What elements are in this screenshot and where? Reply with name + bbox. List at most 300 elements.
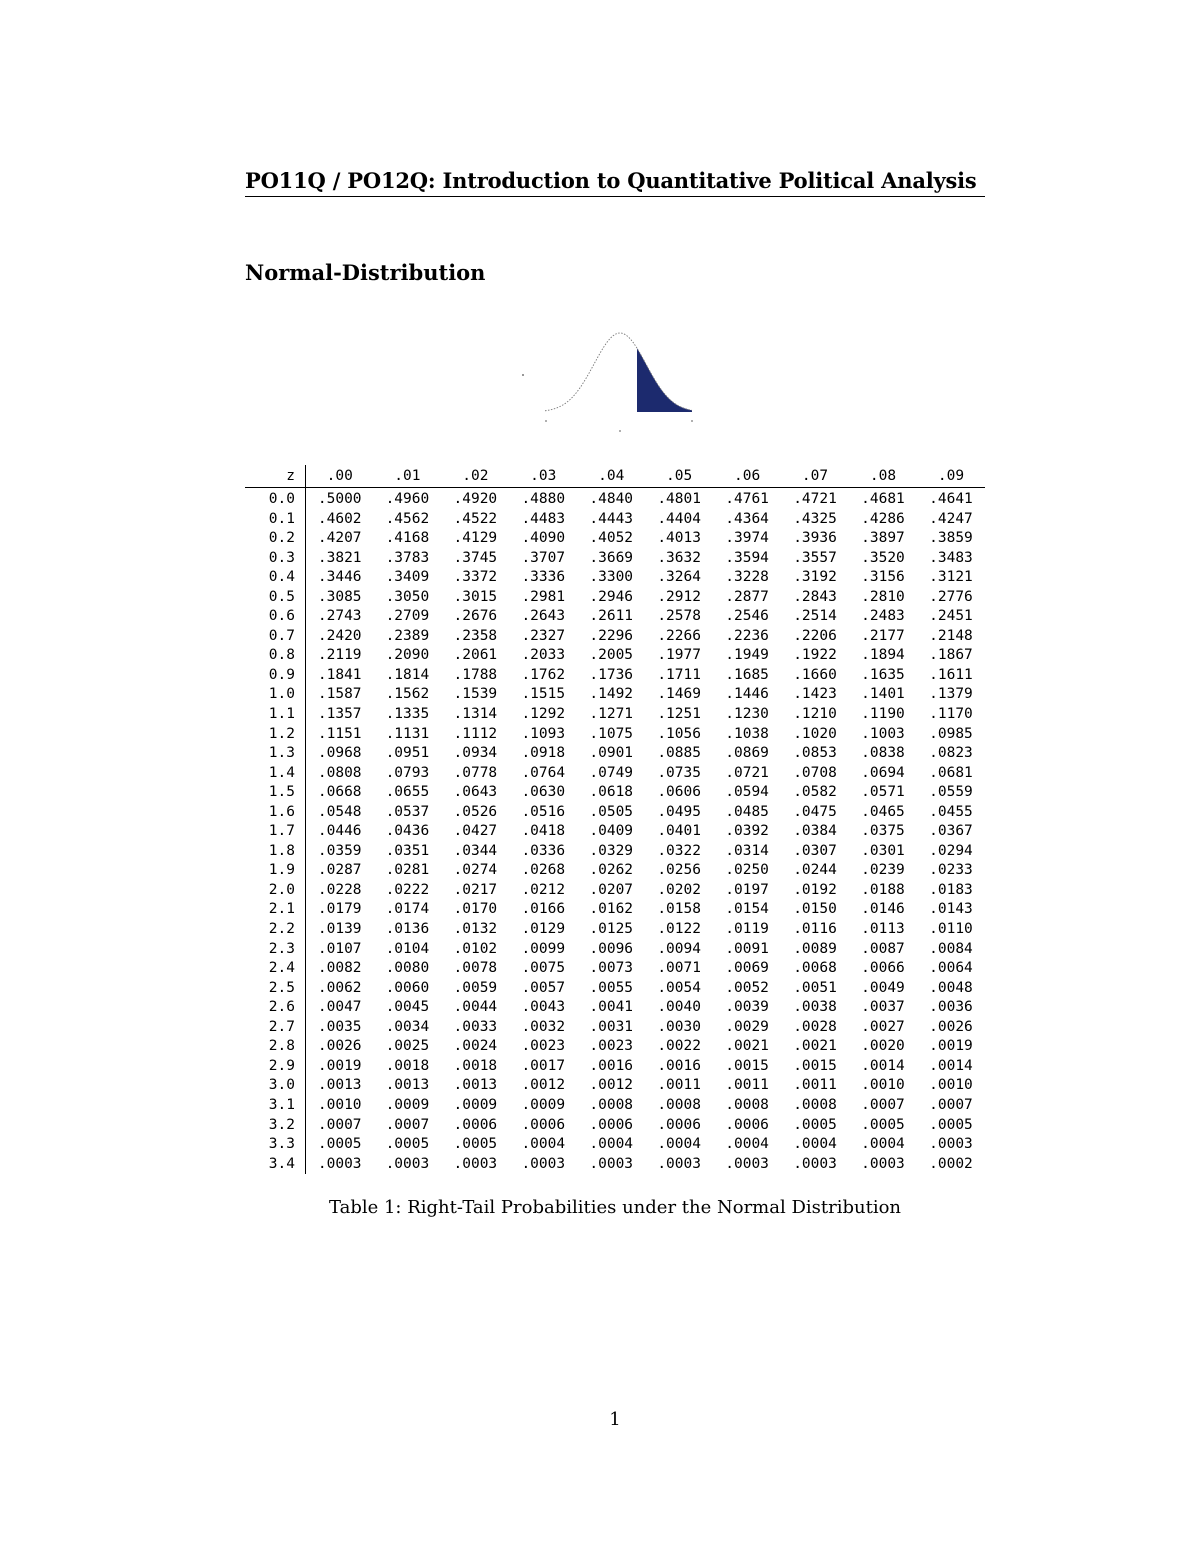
probability-cell: .3050 — [385, 588, 430, 605]
probability-cell: .0129 — [521, 921, 566, 938]
probability-cell: .1922 — [793, 647, 837, 664]
probability-cell: .0007 — [861, 1096, 905, 1113]
z-value-cell: 1.6 — [245, 803, 306, 823]
probability-cell: .1170 — [929, 706, 973, 723]
probability-cell: .4840 — [589, 491, 634, 507]
probability-cell: .2578 — [657, 608, 701, 625]
probability-cell: .2148 — [929, 627, 973, 644]
z-value-cell: 2.8 — [245, 1037, 306, 1057]
probability-cell: .0446 — [317, 823, 362, 840]
table-row — [245, 1076, 985, 1096]
probability-cell: .0012 — [521, 1077, 566, 1094]
probability-cell: .0655 — [385, 784, 430, 801]
probability-cell: .0094 — [657, 940, 701, 957]
probability-cell: .0113 — [861, 921, 905, 938]
probability-cell: .2810 — [861, 588, 905, 605]
probability-cell: .0005 — [793, 1116, 837, 1133]
probability-cell: .3897 — [861, 530, 905, 547]
probability-cell: .0007 — [929, 1096, 973, 1113]
table-row — [245, 1037, 985, 1057]
probability-cell: .0116 — [793, 921, 837, 938]
probability-cell: .0004 — [589, 1136, 634, 1153]
probability-cell: .0078 — [453, 960, 498, 977]
probability-cell: .0301 — [861, 842, 905, 859]
probability-cell: .0170 — [453, 901, 498, 918]
probability-cell: .0009 — [521, 1096, 566, 1113]
z-value-cell: 1.5 — [245, 783, 306, 803]
probability-cell: .4721 — [793, 491, 837, 507]
probability-cell: .4247 — [929, 510, 973, 527]
z-value-cell: 2.6 — [245, 998, 306, 1018]
probability-cell: .0020 — [861, 1038, 905, 1055]
z-value-cell: 1.9 — [245, 861, 306, 881]
probability-cell: .0006 — [725, 1116, 769, 1133]
probability-cell: .0016 — [657, 1057, 701, 1074]
probability-cell: .0091 — [725, 940, 769, 957]
probability-cell: .0003 — [657, 1155, 701, 1172]
probability-cell: .0150 — [793, 901, 837, 918]
probability-cell: .2090 — [385, 647, 430, 664]
probability-cell: .0228 — [317, 881, 362, 898]
probability-cell: .2236 — [725, 627, 769, 644]
probability-cell: .0062 — [317, 979, 362, 996]
axis-tick-mark — [691, 420, 693, 422]
probability-cell: .0039 — [725, 999, 769, 1016]
z-value-cell: 2.7 — [245, 1018, 306, 1038]
probability-cell: .2946 — [589, 588, 634, 605]
probability-cell: .0055 — [589, 979, 634, 996]
probability-cell: .3783 — [385, 549, 430, 566]
probability-cell: .1112 — [453, 725, 498, 742]
probability-cell: .0018 — [385, 1057, 430, 1074]
probability-cell: .0708 — [793, 764, 837, 781]
page-number: 1 — [609, 1409, 621, 1430]
probability-cell: .4483 — [521, 510, 566, 527]
table-row — [245, 959, 985, 979]
probability-cell: .0043 — [521, 999, 566, 1016]
probability-cell: .5000 — [317, 491, 362, 507]
probability-cell: .0087 — [861, 940, 905, 957]
probability-cell: .0375 — [861, 823, 905, 840]
probability-cell: .1685 — [725, 666, 769, 683]
probability-cell: .0427 — [453, 823, 498, 840]
probability-cell: .0030 — [657, 1018, 701, 1035]
probability-cell: .0322 — [657, 842, 701, 859]
probability-cell: .0035 — [317, 1018, 362, 1035]
probability-cell: .0006 — [589, 1116, 634, 1133]
probability-cell: .0139 — [317, 921, 362, 938]
probability-cell: .0071 — [657, 960, 701, 977]
probability-cell: .0721 — [725, 764, 769, 781]
probability-cell: .0008 — [589, 1096, 634, 1113]
probability-cell: .0008 — [793, 1096, 837, 1113]
probability-cell: .0013 — [317, 1077, 362, 1094]
probability-cell: .1788 — [453, 666, 498, 683]
probability-cell: .2546 — [725, 608, 769, 625]
probability-cell: .0044 — [453, 999, 498, 1016]
probability-cell: .0021 — [725, 1038, 769, 1055]
column-header: .05 — [645, 465, 713, 488]
column-header: .08 — [849, 465, 917, 488]
probability-cell: .0004 — [725, 1136, 769, 1153]
probability-cell: .0059 — [453, 979, 498, 996]
table-header-row — [245, 465, 985, 488]
probability-cell: .0016 — [589, 1057, 634, 1074]
probability-cell: .3264 — [657, 569, 701, 586]
table-row — [245, 900, 985, 920]
axis-tick-mark — [545, 420, 547, 422]
probability-cell: .2389 — [385, 627, 430, 644]
probability-cell: .0013 — [453, 1077, 498, 1094]
probability-cell: .0003 — [317, 1155, 362, 1172]
probability-cell: .4880 — [521, 491, 566, 507]
probability-cell: .0838 — [861, 745, 905, 762]
probability-cell: .3446 — [317, 569, 362, 586]
probability-cell: .0010 — [317, 1096, 362, 1113]
probability-cell: .3192 — [793, 569, 837, 586]
probability-cell: .0005 — [317, 1136, 362, 1153]
probability-cell: .0582 — [793, 784, 837, 801]
probability-cell: .0136 — [385, 921, 430, 938]
probability-cell: .0003 — [453, 1155, 498, 1172]
z-value-cell: 0.3 — [245, 549, 306, 569]
probability-cell: .2358 — [453, 627, 498, 644]
probability-cell: .0003 — [725, 1155, 769, 1172]
probability-cell: .3156 — [861, 569, 905, 586]
probability-cell: .2514 — [793, 608, 837, 625]
probability-cell: .0146 — [861, 901, 905, 918]
probability-cell: .0778 — [453, 764, 498, 781]
probability-cell: .0436 — [385, 823, 430, 840]
probability-cell: .0031 — [589, 1018, 634, 1035]
probability-cell: .1003 — [861, 725, 905, 742]
probability-cell: .0089 — [793, 940, 837, 957]
probability-cell: .4562 — [385, 510, 430, 527]
probability-cell: .4404 — [657, 510, 701, 527]
probability-cell: .0003 — [521, 1155, 566, 1172]
probability-cell: .3669 — [589, 549, 634, 566]
section-heading: Normal-Distribution — [245, 260, 486, 285]
probability-cell: .3228 — [725, 569, 769, 586]
probability-cell: .0026 — [317, 1038, 362, 1055]
probability-cell: .0064 — [929, 960, 973, 977]
probability-cell: .0015 — [725, 1057, 769, 1074]
probability-cell: .0011 — [725, 1077, 769, 1094]
probability-cell: .0045 — [385, 999, 430, 1016]
probability-cell: .0032 — [521, 1018, 566, 1035]
probability-cell: .0455 — [929, 803, 973, 820]
probability-cell: .1271 — [589, 706, 634, 723]
probability-cell: .0006 — [657, 1116, 701, 1133]
probability-cell: .1210 — [793, 706, 837, 723]
probability-cell: .4168 — [385, 530, 430, 547]
probability-cell: .1357 — [317, 706, 362, 723]
probability-cell: .0314 — [725, 842, 769, 859]
z-value-cell: 2.9 — [245, 1057, 306, 1077]
probability-cell: .0344 — [453, 842, 498, 859]
probability-cell: .0294 — [929, 842, 973, 859]
probability-cell: .4801 — [657, 491, 701, 507]
probability-cell: .2005 — [589, 647, 634, 664]
z-value-cell: 0.4 — [245, 568, 306, 588]
probability-cell: .2709 — [385, 608, 430, 625]
probability-cell: .0066 — [861, 960, 905, 977]
probability-cell: .0082 — [317, 960, 362, 977]
probability-cell: .0051 — [793, 979, 837, 996]
table-row — [245, 881, 985, 901]
probability-cell: .1469 — [657, 686, 701, 703]
probability-cell: .0038 — [793, 999, 837, 1016]
probability-cell: .0003 — [929, 1136, 973, 1153]
probability-cell: .0007 — [385, 1116, 430, 1133]
probability-cell: .0037 — [861, 999, 905, 1016]
probability-cell: .0239 — [861, 862, 905, 879]
probability-cell: .0968 — [317, 745, 362, 762]
probability-cell: .0080 — [385, 960, 430, 977]
probability-cell: .3015 — [453, 588, 498, 605]
axis-tick-mark — [619, 430, 621, 432]
probability-cell: .0006 — [521, 1116, 566, 1133]
probability-cell: .0694 — [861, 764, 905, 781]
probability-cell: .2912 — [657, 588, 701, 605]
probability-cell: .0005 — [861, 1116, 905, 1133]
probability-cell: .0003 — [793, 1155, 837, 1172]
probability-cell: .0068 — [793, 960, 837, 977]
z-value-cell: 1.4 — [245, 764, 306, 784]
probability-cell: .1423 — [793, 686, 837, 703]
probability-cell: .0024 — [453, 1038, 498, 1055]
probability-cell: .4207 — [317, 530, 362, 547]
probability-cell: .4286 — [861, 510, 905, 527]
probability-cell: .1492 — [589, 686, 634, 703]
table-row — [245, 510, 985, 530]
probability-cell: .0154 — [725, 901, 769, 918]
probability-cell: .1762 — [521, 666, 566, 683]
probability-cell: .0233 — [929, 862, 973, 879]
probability-cell: .0107 — [317, 940, 362, 957]
probability-cell: .0010 — [929, 1077, 973, 1094]
probability-cell: .1292 — [521, 706, 566, 723]
probability-cell: .2296 — [589, 627, 634, 644]
probability-cell: .0019 — [929, 1038, 973, 1055]
column-header: .09 — [917, 465, 985, 488]
probability-cell: .0028 — [793, 1018, 837, 1035]
probability-cell: .0013 — [385, 1077, 430, 1094]
probability-cell: .0102 — [453, 940, 498, 957]
probability-cell: .2643 — [521, 608, 566, 625]
probability-cell: .2843 — [793, 588, 837, 605]
probability-cell: .0099 — [521, 940, 566, 957]
table-row — [245, 803, 985, 823]
probability-cell: .0119 — [725, 921, 769, 938]
probability-cell: .0336 — [521, 842, 566, 859]
probability-cell: .3372 — [453, 569, 498, 586]
probability-cell: .3085 — [317, 588, 362, 605]
probability-cell: .0192 — [793, 881, 837, 898]
probability-cell: .2033 — [521, 647, 566, 664]
probability-cell: .0004 — [657, 1136, 701, 1153]
probability-cell: .4960 — [385, 491, 430, 507]
probability-cell: .0017 — [521, 1057, 566, 1074]
probability-cell: .1379 — [929, 686, 973, 703]
probability-cell: .0057 — [521, 979, 566, 996]
probability-cell: .0188 — [861, 881, 905, 898]
z-value-cell: 0.1 — [245, 510, 306, 530]
probability-cell: .0006 — [453, 1116, 498, 1133]
probability-cell: .0207 — [589, 881, 634, 898]
probability-cell: .0036 — [929, 999, 973, 1016]
probability-cell: .0073 — [589, 960, 634, 977]
table-row — [245, 1116, 985, 1136]
probability-cell: .0022 — [657, 1038, 701, 1055]
probability-cell: .0392 — [725, 823, 769, 840]
probability-cell: .1814 — [385, 666, 430, 683]
probability-cell: .4681 — [861, 491, 905, 507]
right-tail-shaded-area — [637, 348, 692, 412]
probability-cell: .4761 — [725, 491, 769, 507]
table-row — [245, 842, 985, 862]
z-value-cell: 0.0 — [245, 488, 306, 510]
probability-cell: .0005 — [385, 1136, 430, 1153]
probability-cell: .1401 — [861, 686, 905, 703]
table-row — [245, 1018, 985, 1038]
probability-cell: .0594 — [725, 784, 769, 801]
probability-cell: .0384 — [793, 823, 837, 840]
probability-cell: .0749 — [589, 764, 634, 781]
probability-cell: .0004 — [521, 1136, 566, 1153]
probability-cell: .2981 — [521, 588, 566, 605]
probability-cell: .0069 — [725, 960, 769, 977]
table-row — [245, 549, 985, 569]
probability-cell: .0418 — [521, 823, 566, 840]
probability-cell: .1131 — [385, 725, 430, 742]
probability-cell: .0793 — [385, 764, 430, 781]
probability-cell: .0005 — [929, 1116, 973, 1133]
probability-cell: .1867 — [929, 647, 973, 664]
probability-cell: .0011 — [793, 1077, 837, 1094]
z-value-cell: 2.4 — [245, 959, 306, 979]
probability-cell: .0516 — [521, 803, 566, 820]
axis-tick-mark — [522, 374, 524, 376]
probability-cell: .0034 — [385, 1018, 430, 1035]
probability-cell: .3707 — [521, 549, 566, 566]
z-value-cell: 1.7 — [245, 822, 306, 842]
probability-cell: .0505 — [589, 803, 634, 820]
table-row — [245, 920, 985, 940]
probability-cell: .4052 — [589, 530, 634, 547]
probability-cell: .0009 — [385, 1096, 430, 1113]
z-value-cell: 3.1 — [245, 1096, 306, 1116]
z-value-cell: 1.8 — [245, 842, 306, 862]
probability-cell: .0002 — [929, 1155, 973, 1172]
probability-cell: .0359 — [317, 842, 362, 859]
probability-cell: .0143 — [929, 901, 973, 918]
probability-cell: .1093 — [521, 725, 566, 742]
column-header: .01 — [373, 465, 441, 488]
probability-cell: .2206 — [793, 627, 837, 644]
probability-cell: .2327 — [521, 627, 566, 644]
z-value-cell: 2.1 — [245, 900, 306, 920]
probability-cell: .3121 — [929, 569, 973, 586]
probability-cell: .0011 — [657, 1077, 701, 1094]
probability-cell: .0052 — [725, 979, 769, 996]
probability-cell: .0174 — [385, 901, 430, 918]
probability-cell: .1230 — [725, 706, 769, 723]
probability-cell: .3483 — [929, 549, 973, 566]
probability-cell: .0885 — [657, 745, 701, 762]
column-header: .06 — [713, 465, 781, 488]
probability-cell: .0222 — [385, 881, 430, 898]
probability-cell: .2611 — [589, 608, 634, 625]
z-value-cell: 0.7 — [245, 627, 306, 647]
probability-cell: .0179 — [317, 901, 362, 918]
table-row — [245, 783, 985, 803]
probability-cell: .1020 — [793, 725, 837, 742]
z-value-cell: 3.3 — [245, 1135, 306, 1155]
probability-cell: .0075 — [521, 960, 566, 977]
z-value-cell: 0.8 — [245, 646, 306, 666]
probability-cell: .0162 — [589, 901, 634, 918]
z-value-cell: 1.3 — [245, 744, 306, 764]
probability-cell: .0559 — [929, 784, 973, 801]
probability-cell: .0003 — [589, 1155, 634, 1172]
table-row — [245, 764, 985, 784]
probability-cell: .0401 — [657, 823, 701, 840]
probability-cell: .3745 — [453, 549, 498, 566]
probability-cell: .2483 — [861, 608, 905, 625]
table-row — [245, 998, 985, 1018]
probability-cell: .0003 — [385, 1155, 430, 1172]
probability-cell: .0668 — [317, 784, 362, 801]
table-row — [245, 744, 985, 764]
probability-cell: .2061 — [453, 647, 498, 664]
document-title: PO11Q / PO12Q: Introduction to Quantitative Political Analysis — [245, 168, 985, 197]
z-value-cell: 1.1 — [245, 705, 306, 725]
probability-cell: .0764 — [521, 764, 566, 781]
probability-cell: .3520 — [861, 549, 905, 566]
probability-cell: .0618 — [589, 784, 634, 801]
probability-cell: .1562 — [385, 686, 430, 703]
z-value-cell: 3.4 — [245, 1155, 306, 1175]
probability-cell: .0571 — [861, 784, 905, 801]
probability-cell: .0262 — [589, 862, 634, 879]
column-header: .04 — [577, 465, 645, 488]
probability-cell: .0869 — [725, 745, 769, 762]
table-row — [245, 488, 985, 510]
probability-cell: .1190 — [861, 706, 905, 723]
probability-cell: .0329 — [589, 842, 634, 859]
probability-cell: .0307 — [793, 842, 837, 859]
probability-cell: .0197 — [725, 881, 769, 898]
z-value-cell: 2.5 — [245, 979, 306, 999]
table-caption: Table 1: Right-Tail Probabilities under the Normal Distribution — [328, 1197, 902, 1218]
probability-cell: .3974 — [725, 530, 769, 547]
probability-cell: .0104 — [385, 940, 430, 957]
probability-cell: .0853 — [793, 745, 837, 762]
probability-cell: .0274 — [453, 862, 498, 879]
probability-cell: .0409 — [589, 823, 634, 840]
table-row — [245, 1057, 985, 1077]
probability-cell: .2776 — [929, 588, 973, 605]
probability-cell: .4129 — [453, 530, 498, 547]
probability-cell: .0735 — [657, 764, 701, 781]
probability-cell: .1587 — [317, 686, 362, 703]
probability-cell: .0040 — [657, 999, 701, 1016]
probability-cell: .2451 — [929, 608, 973, 625]
probability-cell: .0005 — [453, 1136, 498, 1153]
probability-cell: .1038 — [725, 725, 769, 742]
column-header: .07 — [781, 465, 849, 488]
